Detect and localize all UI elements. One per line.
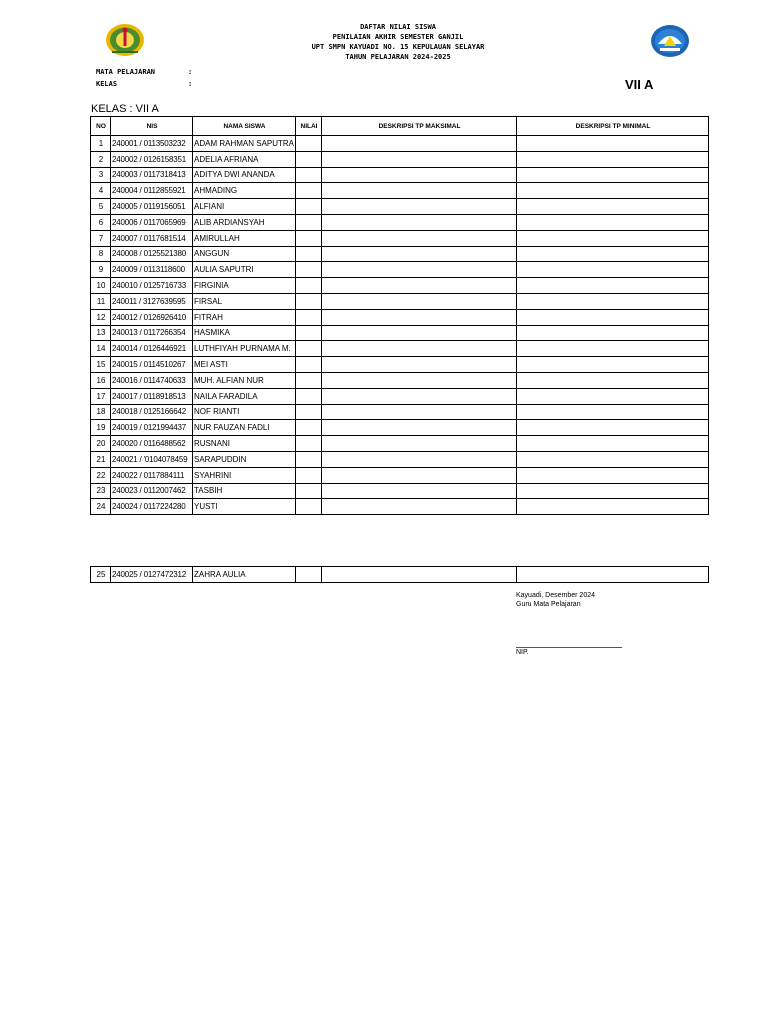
row-student-name: LUTHFIYAH PURNAMA M.: [193, 341, 296, 357]
row-student-name: ALIB ARDIANSYAH: [193, 214, 296, 230]
row-number: 6: [91, 214, 111, 230]
table-row: [91, 278, 709, 294]
row-student-name: FITRAH: [193, 309, 296, 325]
subject-row: [96, 68, 193, 76]
col-deskripsi-minimal: DESKRIPSI TP MINIMAL: [517, 117, 709, 136]
row-student-name: RUSNANI: [193, 436, 296, 452]
row-nilai-cell[interactable]: [296, 230, 322, 246]
row-nilai-cell[interactable]: [296, 357, 322, 373]
row-deskripsi-maksimal-cell[interactable]: [322, 214, 517, 230]
row-deskripsi-minimal-cell[interactable]: [517, 325, 709, 341]
row-deskripsi-maksimal-cell[interactable]: [322, 278, 517, 294]
row-deskripsi-minimal-cell[interactable]: [517, 293, 709, 309]
row-deskripsi-maksimal-cell[interactable]: [322, 262, 517, 278]
row-nis: 240021 / '0104078459: [111, 451, 193, 467]
row-deskripsi-maksimal-cell[interactable]: [322, 372, 517, 388]
table-row: [91, 151, 709, 167]
row-student-name: SYAHRINI: [193, 467, 296, 483]
row-number: 9: [91, 262, 111, 278]
row-nis: 240010 / 0125716733: [111, 278, 193, 294]
row-deskripsi-minimal-cell[interactable]: [517, 230, 709, 246]
row-nilai-cell[interactable]: [296, 325, 322, 341]
table-row: [91, 167, 709, 183]
row-number: 19: [91, 420, 111, 436]
table-row: [91, 467, 709, 483]
row-number: 12: [91, 309, 111, 325]
signature-place-date: Kayuadi, Desember 2024: [516, 592, 595, 599]
class-code: VII A: [625, 77, 654, 92]
signature-role: Guru Mata Pelajaran: [516, 601, 581, 608]
table-row: [91, 388, 709, 404]
row-number: 2: [91, 151, 111, 167]
row-number: 23: [91, 483, 111, 499]
row-deskripsi-minimal-cell[interactable]: [517, 483, 709, 499]
table-row: [91, 499, 709, 515]
table-row: [91, 309, 709, 325]
col-deskripsi-maksimal: DESKRIPSI TP MAKSIMAL: [322, 117, 517, 136]
row-nis: 240013 / 0117266354: [111, 325, 193, 341]
row-deskripsi-minimal-cell[interactable]: [517, 246, 709, 262]
row-number: 13: [91, 325, 111, 341]
row-nilai-cell[interactable]: [296, 388, 322, 404]
row-number: 5: [91, 199, 111, 215]
row-nilai-cell[interactable]: [296, 214, 322, 230]
row-deskripsi-minimal-cell[interactable]: [517, 499, 709, 515]
row-nis: 240004 / 0112855921: [111, 183, 193, 199]
row-nis: 240016 / 0114740633: [111, 372, 193, 388]
row-deskripsi-minimal-cell[interactable]: [517, 372, 709, 388]
class-label: KELAS: [96, 80, 118, 88]
row-deskripsi-maksimal-cell[interactable]: [322, 499, 517, 515]
row-student-name: NUR FAUZAN FADLI: [193, 420, 296, 436]
row-student-name: SARAPUDDIN: [193, 451, 296, 467]
row-number: 18: [91, 404, 111, 420]
row-nis: 240005 / 0119156051: [111, 199, 193, 215]
row-student-name: NAILA FARADILA: [193, 388, 296, 404]
subject-label: MATA PELAJARAN: [96, 68, 156, 76]
row-student-name: ADITYA DWI ANANDA: [193, 167, 296, 183]
row-deskripsi-maksimal-cell[interactable]: [322, 436, 517, 452]
row-deskripsi-maksimal-cell[interactable]: [322, 293, 517, 309]
class-row: [96, 80, 193, 88]
row-deskripsi-maksimal-cell[interactable]: [322, 309, 517, 325]
row-number: 22: [91, 467, 111, 483]
row-nis: 240009 / 0113118600: [111, 262, 193, 278]
row-number: 8: [91, 246, 111, 262]
row-nis: 240012 / 0126926410: [111, 309, 193, 325]
row-student-name: FIRGINIA: [193, 278, 296, 294]
table-header-row: [91, 117, 709, 136]
row-deskripsi-maksimal-cell[interactable]: [322, 357, 517, 373]
table-row: [91, 357, 709, 373]
row-deskripsi-minimal-cell[interactable]: [517, 262, 709, 278]
row-nis: 240007 / 0117681514: [111, 230, 193, 246]
row-nis: 240024 / 0117224280: [111, 499, 193, 515]
row-deskripsi-minimal-cell[interactable]: [517, 278, 709, 294]
table-row: [91, 136, 709, 152]
row-student-name: HASMIKA: [193, 325, 296, 341]
table-row: [91, 341, 709, 357]
row-deskripsi-maksimal-cell[interactable]: [322, 136, 517, 152]
row-nis: 240002 / 0126158351: [111, 151, 193, 167]
row-deskripsi-maksimal-cell[interactable]: [322, 567, 517, 583]
table-row: [91, 214, 709, 230]
row-number: 14: [91, 341, 111, 357]
row-deskripsi-minimal-cell[interactable]: [517, 151, 709, 167]
row-nis: 240015 / 0114510267: [111, 357, 193, 373]
row-number: 25: [91, 567, 111, 583]
row-nilai-cell[interactable]: [296, 436, 322, 452]
row-nilai-cell[interactable]: [296, 483, 322, 499]
row-nilai-cell[interactable]: [296, 372, 322, 388]
row-deskripsi-minimal-cell[interactable]: [517, 167, 709, 183]
row-student-name: ADELIA AFRIANA: [193, 151, 296, 167]
row-nilai-cell[interactable]: [296, 136, 322, 152]
table-row: [91, 246, 709, 262]
row-nis: 240001 / 0113503232: [111, 136, 193, 152]
row-nilai-cell[interactable]: [296, 567, 322, 583]
table-row: [91, 451, 709, 467]
row-deskripsi-maksimal-cell[interactable]: [322, 230, 517, 246]
col-nilai: NILAI: [296, 117, 322, 136]
row-deskripsi-minimal-cell[interactable]: [517, 214, 709, 230]
row-nis: 240008 / 0125521380: [111, 246, 193, 262]
title-line-3: UPT SMPN KAYUADI NO. 15 KEPULAUAN SELAYAR: [311, 43, 485, 51]
row-number: 10: [91, 278, 111, 294]
row-student-name: FIRSAL: [193, 293, 296, 309]
table-row: [91, 325, 709, 341]
table-row: [91, 183, 709, 199]
row-student-name: TASBIH: [193, 483, 296, 499]
row-deskripsi-maksimal-cell[interactable]: [322, 199, 517, 215]
row-nis: 240006 / 0117065969: [111, 214, 193, 230]
row-deskripsi-maksimal-cell[interactable]: [322, 183, 517, 199]
row-deskripsi-maksimal-cell[interactable]: [322, 467, 517, 483]
row-deskripsi-maksimal-cell[interactable]: [322, 388, 517, 404]
row-nis: 240018 / 0125166642: [111, 404, 193, 420]
row-nilai-cell[interactable]: [296, 183, 322, 199]
row-deskripsi-minimal-cell[interactable]: [517, 136, 709, 152]
row-student-name: AMIRULLAH: [193, 230, 296, 246]
grades-table: [90, 116, 709, 515]
row-deskripsi-minimal-cell[interactable]: [517, 388, 709, 404]
kelas-heading: KELAS : VII A: [91, 103, 159, 115]
row-deskripsi-minimal-cell[interactable]: [517, 183, 709, 199]
row-student-name: ALFIANI: [193, 199, 296, 215]
row-number: 20: [91, 436, 111, 452]
school-emblem-icon: [104, 22, 146, 58]
table-row: [91, 293, 709, 309]
row-nis: 240003 / 0117318413: [111, 167, 193, 183]
table-row: [91, 567, 709, 583]
row-deskripsi-minimal-cell[interactable]: [517, 420, 709, 436]
row-deskripsi-maksimal-cell[interactable]: [322, 246, 517, 262]
row-student-name: ANGGUN: [193, 246, 296, 262]
table-row: [91, 436, 709, 452]
row-nis: 240023 / 0112007462: [111, 483, 193, 499]
row-nis: 240014 / 0126446921: [111, 341, 193, 357]
row-deskripsi-minimal-cell[interactable]: [517, 341, 709, 357]
row-nilai-cell[interactable]: [296, 293, 322, 309]
row-deskripsi-minimal-cell[interactable]: [517, 467, 709, 483]
document-title: [260, 22, 536, 62]
row-nis: 240011 / 3127639595: [111, 293, 193, 309]
row-nilai-cell[interactable]: [296, 404, 322, 420]
row-student-name: MEI ASTI: [193, 357, 296, 373]
row-deskripsi-maksimal-cell[interactable]: [322, 325, 517, 341]
row-deskripsi-maksimal-cell[interactable]: [322, 451, 517, 467]
signature-line: [516, 647, 622, 648]
table-row: [91, 420, 709, 436]
row-number: 15: [91, 357, 111, 373]
row-nis: 240020 / 0116488562: [111, 436, 193, 452]
row-student-name: MUH. ALFIAN NUR: [193, 372, 296, 388]
table-row: [91, 199, 709, 215]
row-deskripsi-maksimal-cell[interactable]: [322, 404, 517, 420]
row-student-name: AULIA SAPUTRI: [193, 262, 296, 278]
signature-nip: NIP.: [516, 649, 529, 656]
row-deskripsi-minimal-cell[interactable]: [517, 357, 709, 373]
col-nis: NIS: [111, 117, 193, 136]
row-nilai-cell[interactable]: [296, 246, 322, 262]
row-deskripsi-maksimal-cell[interactable]: [322, 151, 517, 167]
col-no: NO: [91, 117, 111, 136]
col-nama-siswa: NAMA SISWA: [193, 117, 296, 136]
row-student-name: AHMADING: [193, 183, 296, 199]
class-colon: :: [188, 80, 193, 88]
row-nilai-cell[interactable]: [296, 451, 322, 467]
row-nilai-cell[interactable]: [296, 467, 322, 483]
subject-colon: :: [188, 68, 193, 76]
row-number: 11: [91, 293, 111, 309]
row-nilai-cell[interactable]: [296, 341, 322, 357]
row-deskripsi-maksimal-cell[interactable]: [322, 341, 517, 357]
row-deskripsi-minimal-cell[interactable]: [517, 309, 709, 325]
tut-wuri-handayani-icon: [650, 24, 690, 58]
row-deskripsi-minimal-cell[interactable]: [517, 436, 709, 452]
row-student-name: ADAM RAHMAN SAPUTRA: [193, 136, 296, 152]
row-number: 17: [91, 388, 111, 404]
row-student-name: NOF RIANTI: [193, 404, 296, 420]
row-number: 1: [91, 136, 111, 152]
row-deskripsi-maksimal-cell[interactable]: [322, 483, 517, 499]
row-number: 24: [91, 499, 111, 515]
table-row: [91, 372, 709, 388]
row-number: 3: [91, 167, 111, 183]
row-deskripsi-minimal-cell[interactable]: [517, 451, 709, 467]
row-nilai-cell[interactable]: [296, 167, 322, 183]
table-row: [91, 404, 709, 420]
title-line-1: DAFTAR NILAI SISWA: [360, 23, 436, 31]
row-number: 16: [91, 372, 111, 388]
row-deskripsi-minimal-cell[interactable]: [517, 404, 709, 420]
row-number: 7: [91, 230, 111, 246]
row-nilai-cell[interactable]: [296, 420, 322, 436]
row-deskripsi-maksimal-cell[interactable]: [322, 167, 517, 183]
row-nilai-cell[interactable]: [296, 278, 322, 294]
row-nilai-cell[interactable]: [296, 151, 322, 167]
row-student-name: YUSTI: [193, 499, 296, 515]
row-nilai-cell[interactable]: [296, 309, 322, 325]
table-row: [91, 262, 709, 278]
row-nis: 240019 / 0121994437: [111, 420, 193, 436]
row-nis: 240022 / 0117884111: [111, 467, 193, 483]
title-line-2: PENILAIAN AKHIR SEMESTER GANJIL: [332, 33, 464, 41]
row-number: 21: [91, 451, 111, 467]
row-nilai-cell[interactable]: [296, 499, 322, 515]
row-nis: 240017 / 0118918513: [111, 388, 193, 404]
row-deskripsi-minimal-cell[interactable]: [517, 567, 709, 583]
row-nilai-cell[interactable]: [296, 199, 322, 215]
row-nis: 240025 / 0127472312: [111, 567, 193, 583]
row-deskripsi-minimal-cell[interactable]: [517, 199, 709, 215]
row-student-name: ZAHRA AULIA: [193, 567, 296, 583]
title-line-4: TAHUN PELAJARAN 2024-2025: [345, 53, 451, 61]
row-nilai-cell[interactable]: [296, 262, 322, 278]
table-row: [91, 230, 709, 246]
table-row: [91, 483, 709, 499]
extra-grades-table: [90, 566, 709, 583]
row-number: 4: [91, 183, 111, 199]
row-deskripsi-maksimal-cell[interactable]: [322, 420, 517, 436]
